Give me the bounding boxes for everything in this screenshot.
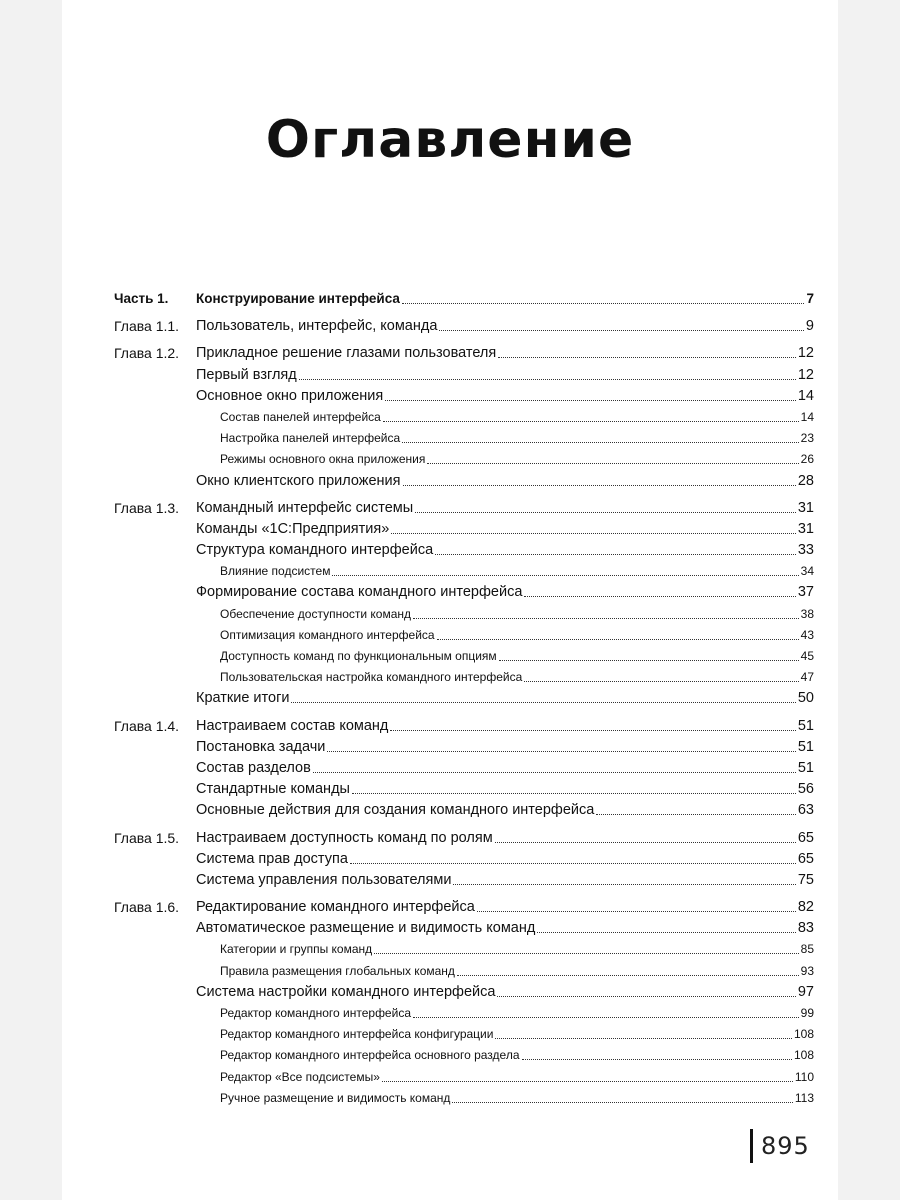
toc-entry-title: Состав разделов	[196, 759, 311, 776]
toc-entry-body	[196, 963, 814, 979]
toc-entry	[114, 1021, 814, 1042]
toc-leader-dots	[497, 996, 795, 997]
toc-leader-dots	[435, 554, 796, 555]
toc-entry-title: Правила размещения глобальных команд	[220, 963, 455, 978]
toc-entry-page: 82	[797, 899, 814, 916]
toc-entry-body	[196, 669, 814, 685]
toc-entry-body	[196, 739, 814, 755]
toc-entry	[114, 712, 814, 733]
toc-entry-page: 65	[797, 850, 814, 867]
toc-entry-title: Редактор командного интерфейса	[220, 1006, 411, 1020]
toc-entry	[114, 867, 814, 888]
toc-entry	[114, 467, 814, 488]
toc-leader-dots	[499, 660, 799, 661]
toc-leader-dots	[437, 639, 799, 640]
toc-leader-dots	[413, 1017, 799, 1018]
toc-entry	[114, 622, 814, 643]
toc-entry-page: 99	[800, 1006, 814, 1020]
toc-entry-title: Оптимизация командного интерфейса	[220, 627, 435, 642]
toc-entry-title: Команды «1С:Предприятия»	[196, 520, 390, 537]
toc-entry	[114, 734, 814, 755]
toc-entry-page: 93	[800, 963, 814, 978]
toc-entry-body	[196, 451, 814, 467]
page-title: Оглавление	[265, 110, 635, 170]
toc-entry-page: 63	[797, 802, 814, 819]
toc-leader-dots	[390, 730, 795, 731]
toc-entry-page: 83	[797, 920, 814, 937]
toc-leader-dots	[291, 702, 795, 703]
toc-entry	[114, 537, 814, 558]
toc-entry-title: Состав панелей интерфейса	[220, 409, 381, 424]
toc-entry-body	[196, 1047, 814, 1063]
toc-entry	[114, 936, 814, 957]
toc-entry-label: Глава 1.3.	[114, 499, 180, 516]
toc-leader-dots	[522, 1059, 792, 1060]
page-number-bar	[750, 1129, 753, 1163]
toc-entry-page: 38	[800, 606, 814, 621]
page-number-marker	[750, 1128, 810, 1164]
toc-entry-page: 113	[794, 1090, 814, 1105]
toc-entry	[114, 1042, 814, 1063]
toc-entry-title: Настройка панелей интерфейса	[220, 431, 401, 446]
toc-entry-body	[196, 388, 814, 404]
toc-leader-dots	[524, 596, 795, 597]
toc-entry-page: 65	[797, 829, 814, 846]
toc-entry-body	[196, 563, 814, 579]
toc-entry-body	[196, 430, 814, 446]
toc-entry-title: Обеспечение доступности команд	[220, 606, 412, 621]
toc-entry-title: Прикладное решение глазами пользователя	[196, 345, 497, 362]
toc-leader-dots	[352, 793, 796, 794]
toc-leader-dots	[403, 485, 796, 486]
toc-entry-title: Настраиваем доступность команд по ролям	[196, 829, 493, 846]
toc-entry-body	[196, 606, 814, 622]
toc-entry-title: Пользовательская настройка командного интерфейса	[220, 670, 523, 685]
toc-entry-title: Система настройки командного интерфейса	[196, 983, 496, 1000]
toc-entry-page: 28	[797, 472, 814, 489]
toc-leader-dots	[537, 932, 796, 933]
toc-entry-page: 33	[797, 542, 814, 559]
toc-leader-dots	[382, 1081, 793, 1082]
toc-entry-body	[196, 781, 814, 797]
toc-entry-body	[196, 802, 814, 818]
toc-entry-title: Первый взгляд	[196, 366, 297, 383]
toc-leader-dots	[402, 303, 805, 304]
toc-leader-dots	[327, 751, 795, 752]
toc-leader-dots	[391, 533, 796, 534]
toc-entry-body	[196, 500, 814, 516]
toc-entry	[114, 579, 814, 600]
toc-entry-body	[196, 584, 814, 600]
toc-entry-body	[196, 1069, 814, 1085]
toc-entry	[114, 1000, 814, 1021]
toc-leader-dots	[332, 575, 798, 576]
toc-entry	[114, 664, 814, 685]
toc-leader-dots	[439, 330, 804, 331]
toc-entry	[114, 558, 814, 579]
toc-entry-body	[196, 830, 814, 846]
toc-leader-dots	[374, 953, 798, 954]
toc-entry	[114, 755, 814, 776]
toc-entry	[114, 915, 814, 936]
toc-leader-dots	[452, 1102, 792, 1103]
toc-entry-body	[196, 521, 814, 537]
toc-entry-page: 7	[806, 291, 814, 306]
toc-entry-label: Глава 1.6.	[114, 899, 180, 916]
toc-entry-page: 23	[800, 431, 814, 446]
toc-entry-page: 50	[797, 690, 814, 707]
toc-entry-page: 110	[794, 1069, 814, 1084]
toc-entry-page: 14	[800, 409, 814, 424]
toc-leader-dots	[495, 842, 796, 843]
toc-entry	[114, 600, 814, 621]
toc-entry	[114, 1085, 814, 1106]
toc-entry-label: Глава 1.2.	[114, 345, 180, 362]
toc-entry-title: Стандартные команды	[196, 781, 350, 798]
toc-entry-body	[196, 291, 814, 307]
toc-entry-title: Ручное размещение и видимость команд	[220, 1090, 451, 1105]
toc-entry	[114, 340, 814, 361]
toc-entry-title: Конструирование интерфейса	[196, 291, 400, 306]
toc-entry	[114, 383, 814, 404]
toc-entry-title: Редактор «Все подсистемы»	[220, 1069, 380, 1084]
toc-entry-body	[196, 690, 814, 706]
toc-entry-body	[196, 318, 814, 334]
toc-entry-title: Автоматическое размещение и видимость команд	[196, 920, 536, 937]
toc-entry-title: Режимы основного окна приложения	[220, 452, 426, 467]
toc-entry-title: Основные действия для создания командного интерфейса	[196, 802, 595, 819]
toc-leader-dots	[457, 975, 799, 976]
toc-entry-title: Редактирование командного интерфейса	[196, 899, 475, 916]
toc-leader-dots	[299, 379, 796, 380]
toc-entry-page: 43	[800, 627, 814, 642]
book-page	[62, 0, 838, 1200]
toc-entry	[114, 894, 814, 915]
toc-entry	[114, 361, 814, 382]
toc-leader-dots	[596, 814, 796, 815]
toc-entry-body	[196, 627, 814, 643]
toc-entry-title: Редактор командного интерфейса конфигурации	[220, 1027, 494, 1042]
toc-entry-page: 51	[797, 738, 814, 755]
toc-entry-page: 85	[800, 942, 814, 957]
toc-entry-body	[196, 872, 814, 888]
toc-entry-body	[196, 718, 814, 734]
toc-entry-label: Глава 1.1.	[114, 318, 180, 335]
toc-entry-title: Редактор командного интерфейса основного раздела	[220, 1048, 520, 1063]
toc-entry-page: 9	[805, 318, 814, 335]
toc-entry-label: Часть 1.	[114, 291, 169, 306]
toc-entry	[114, 797, 814, 818]
toc-leader-dots	[350, 863, 796, 864]
toc-leader-dots	[383, 421, 799, 422]
toc-entry-page: 47	[800, 670, 814, 685]
toc-entry	[114, 313, 814, 334]
toc-entry-page: 12	[797, 366, 814, 383]
toc-entry-page: 31	[797, 520, 814, 537]
toc-entry-body	[196, 648, 814, 664]
toc-entry-page: 14	[797, 387, 814, 404]
toc-entry	[114, 685, 814, 706]
toc-entry-body	[196, 1026, 814, 1042]
toc-leader-dots	[415, 512, 796, 513]
toc-entry-title: Структура командного интерфейса	[196, 542, 434, 559]
toc-entry-body	[196, 760, 814, 776]
toc-entry	[114, 643, 814, 664]
toc-entry	[114, 446, 814, 467]
toc-entry-title: Система прав доступа	[196, 850, 348, 867]
toc-entry	[114, 776, 814, 797]
toc-entry-page: 31	[797, 499, 814, 516]
toc-entry-body	[196, 409, 814, 425]
toc-leader-dots	[524, 681, 798, 682]
toc-leader-dots	[453, 884, 795, 885]
toc-entry-page: 37	[797, 584, 814, 601]
toc-entry-page: 97	[797, 983, 814, 1000]
toc-entry	[114, 495, 814, 516]
toc-entry-page: 51	[797, 759, 814, 776]
toc-entry	[114, 957, 814, 978]
toc-entry-body	[196, 345, 814, 361]
toc-entry-body	[196, 1005, 814, 1021]
toc-entry-title: Постановка задачи	[196, 738, 326, 755]
toc-leader-dots	[498, 357, 796, 358]
toc-entry	[114, 404, 814, 425]
toc-entry-page: 108	[793, 1027, 814, 1042]
toc-entry-body	[196, 984, 814, 1000]
toc-entry-body	[196, 941, 814, 957]
toc-entry	[114, 979, 814, 1000]
toc-leader-dots	[413, 618, 799, 619]
toc-entry-page: 12	[797, 345, 814, 362]
toc-entry-label: Глава 1.4.	[114, 717, 180, 734]
toc-entry	[114, 283, 814, 307]
toc-entry	[114, 824, 814, 845]
toc-entry-page: 108	[793, 1048, 814, 1063]
toc-leader-dots	[427, 463, 798, 464]
toc-entry-body	[196, 367, 814, 383]
toc-entry-title: Доступность команд по функциональным опциям	[220, 649, 497, 663]
toc-entry-body	[196, 920, 814, 936]
toc-entry-title: Категории и группы команд	[220, 942, 373, 957]
toc-entry-body	[196, 899, 814, 915]
toc-entry	[114, 425, 814, 446]
toc-entry-title: Влияние подсистем	[220, 564, 331, 579]
table-of-contents	[114, 283, 814, 1106]
toc-entry-title: Система управления пользователями	[196, 871, 452, 888]
toc-entry-body	[196, 851, 814, 867]
toc-entry-title: Окно клиентского приложения	[196, 472, 401, 489]
toc-entry-title: Основное окно приложения	[196, 387, 384, 404]
toc-entry-body	[196, 542, 814, 558]
toc-entry-page: 34	[800, 564, 814, 579]
toc-entry-label: Глава 1.5.	[114, 829, 180, 846]
toc-entry-page: 45	[800, 649, 814, 663]
toc-entry-title: Пользователь, интерфейс, команда	[196, 318, 438, 335]
toc-leader-dots	[402, 442, 798, 443]
toc-leader-dots	[477, 911, 796, 912]
toc-entry-page: 56	[797, 781, 814, 798]
toc-leader-dots	[385, 400, 796, 401]
toc-entry-body	[196, 473, 814, 489]
toc-entry-page: 51	[797, 717, 814, 734]
toc-entry-page: 75	[797, 871, 814, 888]
toc-entry	[114, 846, 814, 867]
toc-leader-dots	[313, 772, 796, 773]
toc-entry-title: Формирование состава командного интерфейса	[196, 584, 523, 601]
toc-entry	[114, 1063, 814, 1084]
toc-entry	[114, 516, 814, 537]
toc-leader-dots	[495, 1038, 792, 1039]
toc-entry-title: Краткие итоги	[196, 690, 290, 707]
toc-entry-page: 26	[800, 452, 814, 467]
toc-entry-title: Настраиваем состав команд	[196, 717, 389, 734]
toc-entry-title: Командный интерфейс системы	[196, 499, 414, 516]
toc-entry-body	[196, 1090, 814, 1106]
page-number: 895	[761, 1132, 810, 1160]
